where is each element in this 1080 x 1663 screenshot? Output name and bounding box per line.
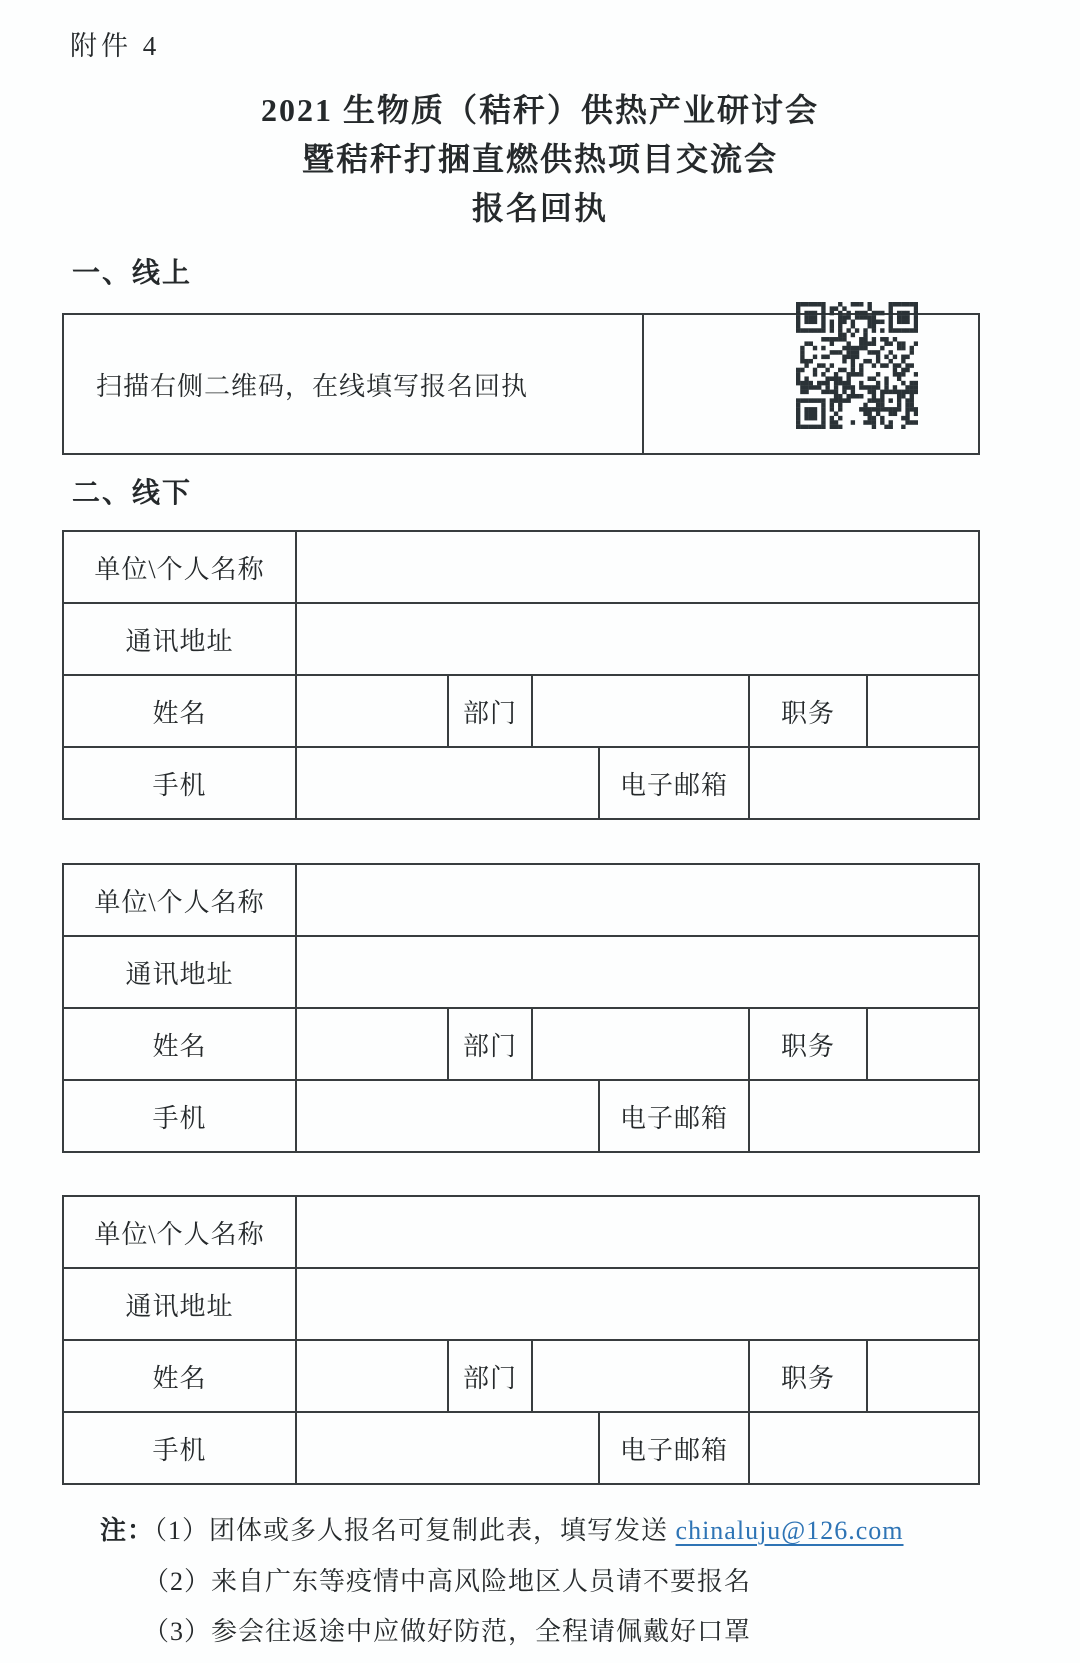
note-2-number: （2） <box>143 1567 212 1596</box>
mobile-label: 手机 <box>63 747 296 819</box>
name-input-cell[interactable] <box>296 1008 448 1080</box>
email-input-cell[interactable] <box>749 1080 979 1152</box>
note-line-1 <box>100 1513 904 1549</box>
email-link[interactable]: chinaluju@126.com <box>675 1516 904 1545</box>
name-input-cell[interactable] <box>296 675 448 747</box>
note-line-3 <box>143 1614 751 1650</box>
department-input-cell[interactable] <box>532 1008 749 1080</box>
mobile-input-cell[interactable] <box>296 747 599 819</box>
org-name-label: 单位\个人名称 <box>63 864 296 936</box>
registration-table-1 <box>62 530 980 820</box>
title-line-2: 暨秸秆打捆直燃供热项目交流会 <box>301 141 778 177</box>
name-label: 姓名 <box>63 675 296 747</box>
note-1-number: （1） <box>154 1516 210 1545</box>
department-label: 部门 <box>448 1008 532 1080</box>
org-name-label: 单位\个人名称 <box>63 531 296 603</box>
mobile-input-cell[interactable] <box>296 1080 599 1152</box>
title-line-3: 报名回执 <box>471 190 608 226</box>
name-label: 姓名 <box>63 1008 296 1080</box>
org-name-label: 单位\个人名称 <box>63 1196 296 1268</box>
scan-instruction-cell: 扫描右侧二维码，在线填写报名回执 <box>63 314 643 454</box>
mobile-label: 手机 <box>63 1080 296 1152</box>
address-input-cell[interactable] <box>296 936 979 1008</box>
mobile-input-cell[interactable] <box>296 1412 599 1484</box>
org-name-input-cell[interactable] <box>296 1196 979 1268</box>
email-label: 电子邮箱 <box>599 1080 749 1152</box>
email-input-cell[interactable] <box>749 1412 979 1484</box>
position-input-cell[interactable] <box>867 675 979 747</box>
email-input-cell[interactable] <box>749 747 979 819</box>
mobile-label: 手机 <box>63 1412 296 1484</box>
note-1-text: 团体或多人报名可复制此表，填写发送 <box>209 1516 676 1545</box>
position-label: 职务 <box>749 1340 867 1412</box>
department-label: 部门 <box>448 675 532 747</box>
note-3-number: （3） <box>143 1617 212 1646</box>
name-label: 姓名 <box>63 1340 296 1412</box>
note-line-2 <box>143 1564 751 1600</box>
position-input-cell[interactable] <box>867 1008 979 1080</box>
document-title <box>0 86 1080 233</box>
name-input-cell[interactable] <box>296 1340 448 1412</box>
address-label: 通讯地址 <box>63 936 296 1008</box>
department-input-cell[interactable] <box>532 675 749 747</box>
registration-qr-code <box>796 302 918 429</box>
note-3-text: 参会往返途中应做好防范，全程请佩戴好口罩 <box>211 1617 752 1646</box>
address-input-cell[interactable] <box>296 603 979 675</box>
position-input-cell[interactable] <box>867 1340 979 1412</box>
org-name-input-cell[interactable] <box>296 531 979 603</box>
registration-table-3 <box>62 1195 980 1485</box>
address-input-cell[interactable] <box>296 1268 979 1340</box>
position-label: 职务 <box>749 1008 867 1080</box>
address-label: 通讯地址 <box>63 1268 296 1340</box>
attachment-label: 附件 4 <box>70 31 161 61</box>
email-label: 电子邮箱 <box>599 747 749 819</box>
registration-table-2 <box>62 863 980 1153</box>
note-2-text: 来自广东等疫情中高风险地区人员请不要报名 <box>211 1567 752 1596</box>
section-heading-offline: 二、线下 <box>72 478 193 509</box>
address-label: 通讯地址 <box>63 603 296 675</box>
email-label: 电子邮箱 <box>599 1412 749 1484</box>
position-label: 职务 <box>749 675 867 747</box>
title-line-1: 2021 生物质（秸秆）供热产业研讨会 <box>260 92 819 128</box>
department-input-cell[interactable] <box>532 1340 749 1412</box>
note-prefix: 注： <box>100 1516 155 1545</box>
section-heading-online: 一、线上 <box>72 258 193 289</box>
department-label: 部门 <box>448 1340 532 1412</box>
org-name-input-cell[interactable] <box>296 864 979 936</box>
